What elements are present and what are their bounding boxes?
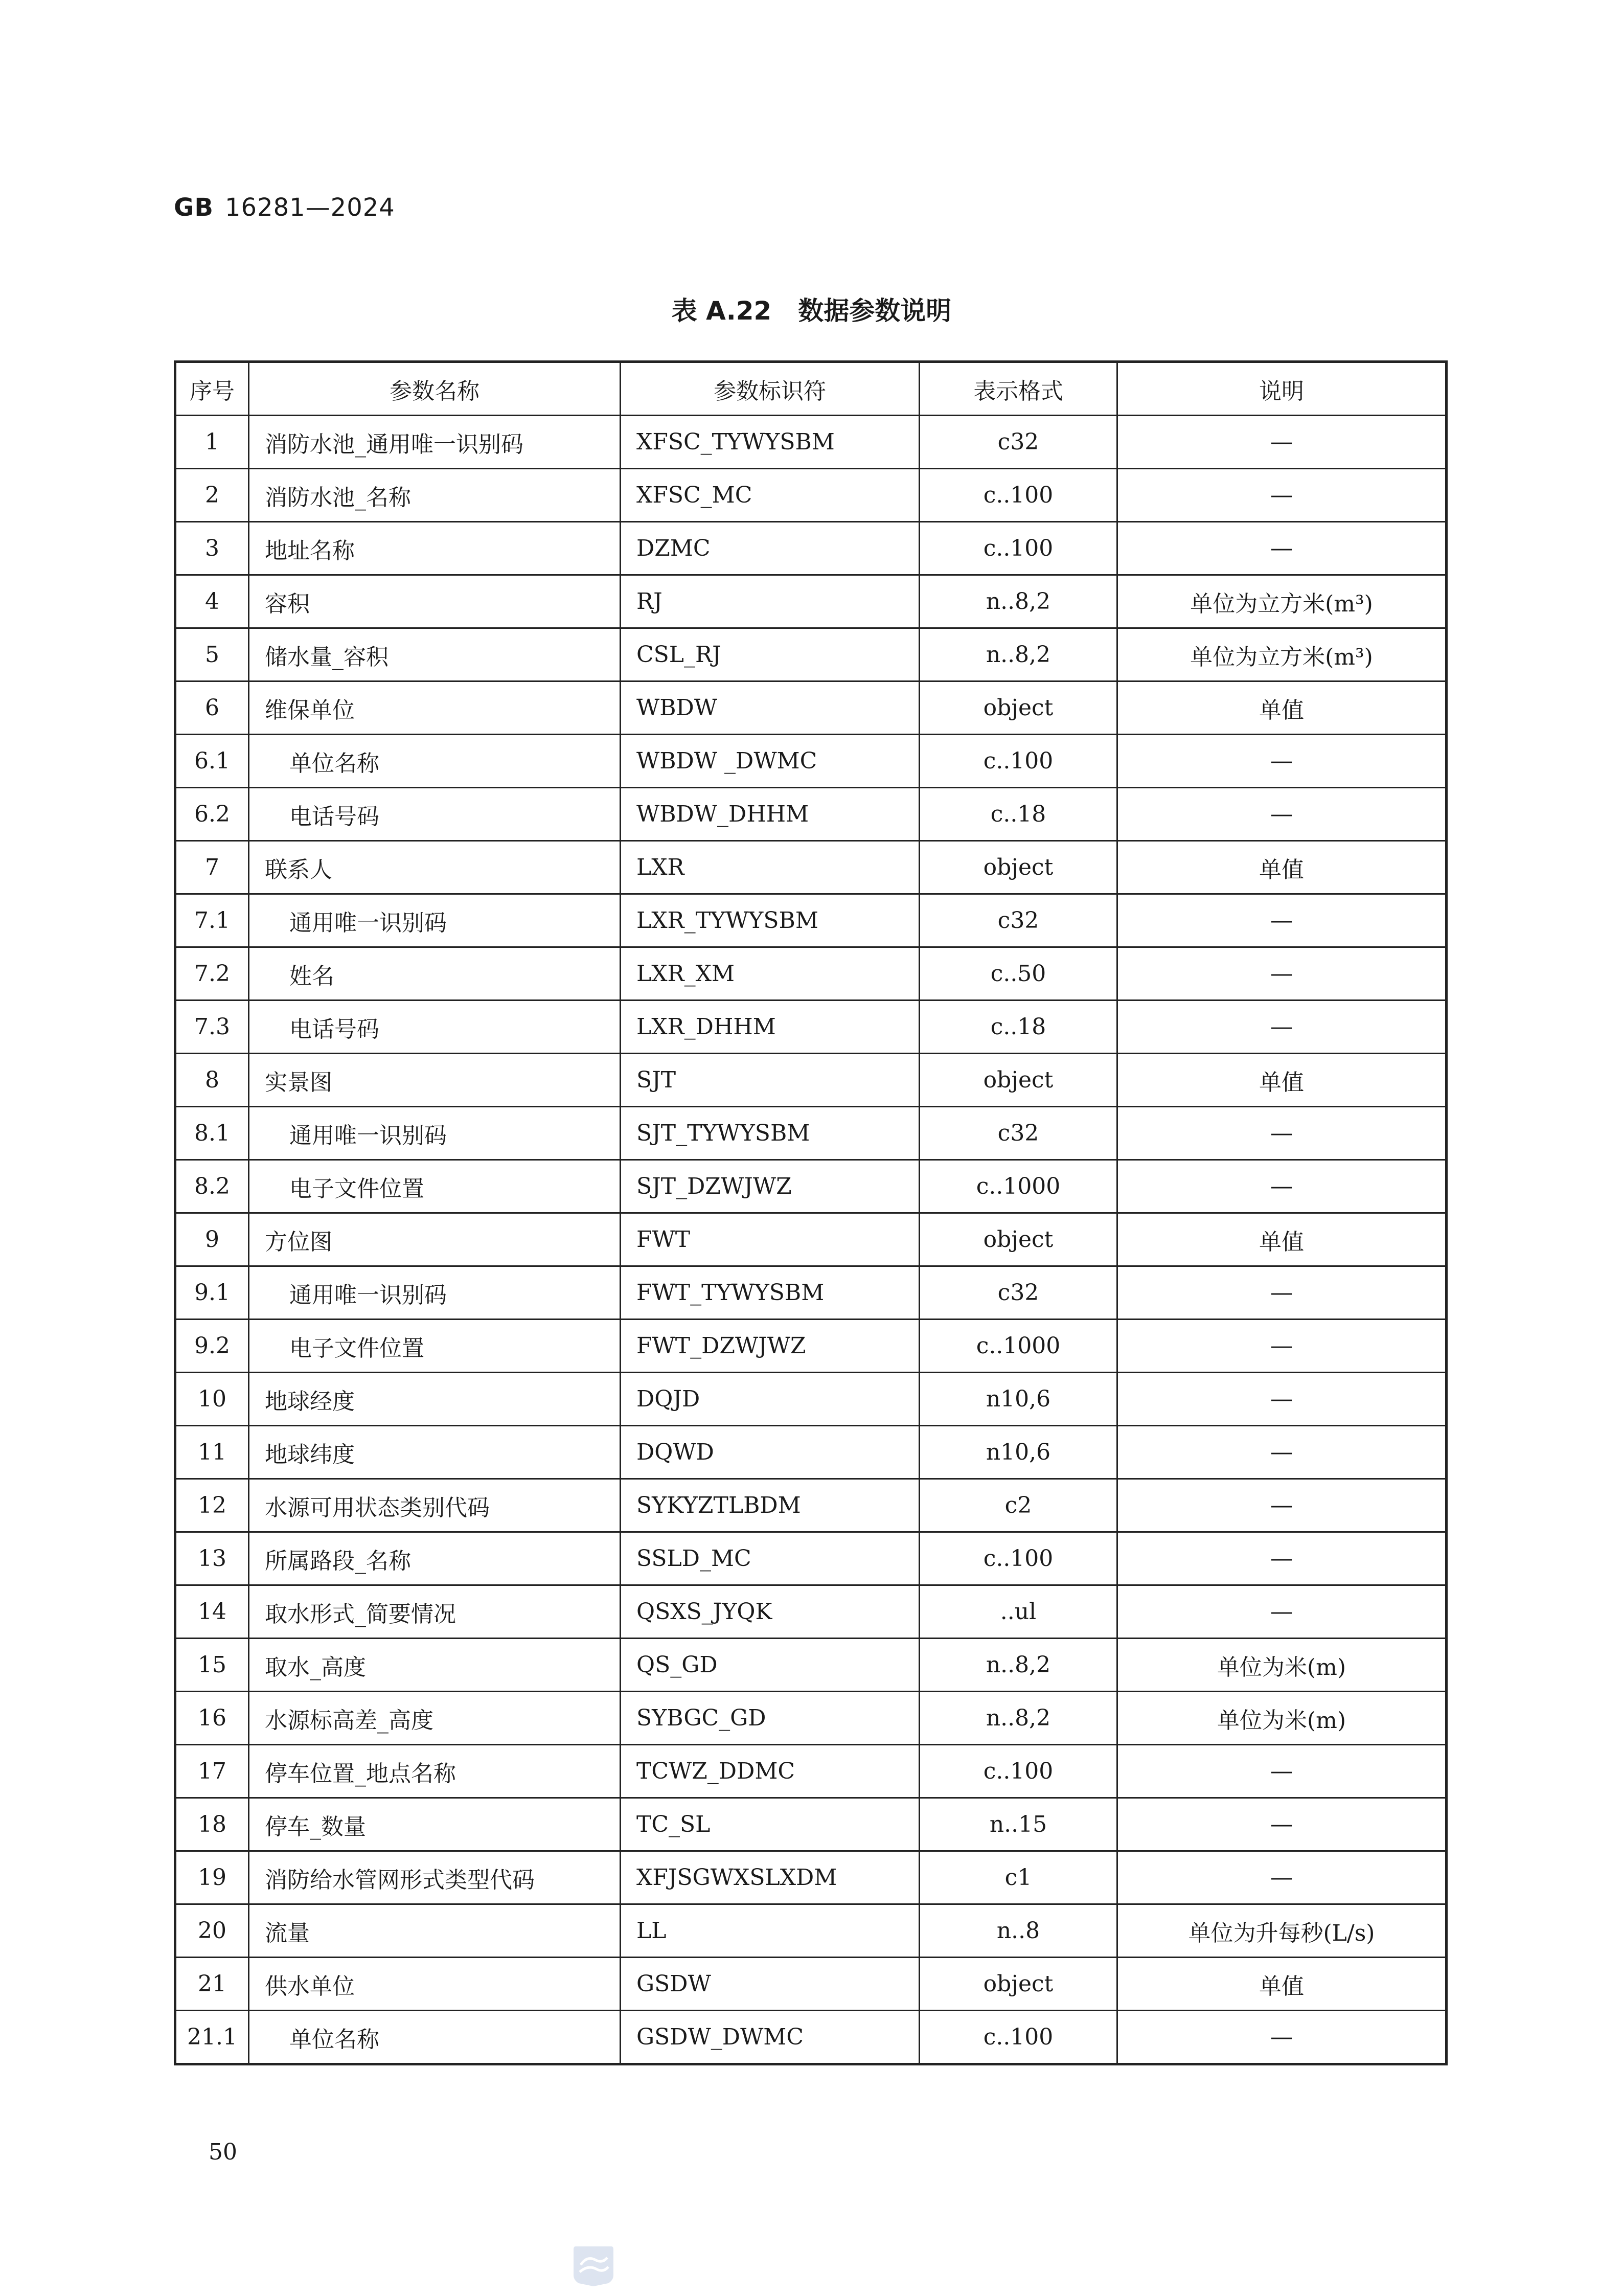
cell-note: 单位为立方米(m³) xyxy=(1117,628,1447,681)
sac-logo-icon xyxy=(572,2244,615,2287)
cell-seq: 9.2 xyxy=(175,1320,249,1373)
table-row xyxy=(175,1373,1447,1426)
column-header-identifier: 参数标识符 xyxy=(621,362,920,416)
cell-note: 单值 xyxy=(1117,1958,1447,2011)
cell-seq: 15 xyxy=(175,1639,249,1692)
column-header-format: 表示格式 xyxy=(920,362,1117,416)
table-row xyxy=(175,628,1447,681)
cell-seq: 13 xyxy=(175,1532,249,1585)
cell-name: 消防水池_名称 xyxy=(249,469,621,522)
cell-name: 地球纬度 xyxy=(249,1426,621,1479)
table-body xyxy=(175,416,1447,2064)
cell-format: c..50 xyxy=(920,947,1117,1001)
table-row xyxy=(175,894,1447,947)
table-title xyxy=(0,290,1623,327)
cell-note: — xyxy=(1117,788,1447,841)
table-row xyxy=(175,1107,1447,1160)
cell-name: 方位图 xyxy=(249,1213,621,1266)
cell-note: 单值 xyxy=(1117,1054,1447,1107)
table-row xyxy=(175,1585,1447,1639)
cell-seq: 10 xyxy=(175,1373,249,1426)
cell-name: 实景图 xyxy=(249,1054,621,1107)
table-row xyxy=(175,1692,1447,1745)
cell-name: 地球经度 xyxy=(249,1373,621,1426)
table-row xyxy=(175,1745,1447,1798)
cell-note: — xyxy=(1117,1585,1447,1639)
cell-format: n..15 xyxy=(920,1798,1117,1851)
table-row xyxy=(175,735,1447,788)
table-row xyxy=(175,1426,1447,1479)
cell-seq: 7.3 xyxy=(175,1001,249,1054)
cell-note: — xyxy=(1117,416,1447,469)
cell-name: 储水量_容积 xyxy=(249,628,621,681)
cell-format: c..18 xyxy=(920,1001,1117,1054)
cell-name: 电话号码 xyxy=(249,1001,621,1054)
cell-name: 水源可用状态类别代码 xyxy=(249,1479,621,1532)
cell-note: — xyxy=(1117,947,1447,1001)
cell-note: 单位为米(m) xyxy=(1117,1639,1447,1692)
cell-seq: 2 xyxy=(175,469,249,522)
cell-note: — xyxy=(1117,522,1447,575)
table-row xyxy=(175,1266,1447,1320)
cell-identifier: DQWD xyxy=(621,1426,920,1479)
cell-note: 单值 xyxy=(1117,1213,1447,1266)
cell-note: — xyxy=(1117,1373,1447,1426)
cell-note: 单值 xyxy=(1117,841,1447,894)
table-row xyxy=(175,1532,1447,1585)
cell-note: 单位为立方米(m³) xyxy=(1117,575,1447,628)
cell-note: — xyxy=(1117,1320,1447,1373)
cell-note: — xyxy=(1117,1426,1447,1479)
cell-identifier: WBDW_DHHM xyxy=(621,788,920,841)
table-row xyxy=(175,1851,1447,1904)
cell-seq: 5 xyxy=(175,628,249,681)
cell-name: 停车_数量 xyxy=(249,1798,621,1851)
column-header-note: 说明 xyxy=(1117,362,1447,416)
cell-identifier: GSDW_DWMC xyxy=(621,2011,920,2064)
table-row xyxy=(175,1160,1447,1213)
cell-note: — xyxy=(1117,1479,1447,1532)
cell-seq: 20 xyxy=(175,1904,249,1958)
table-row xyxy=(175,1639,1447,1692)
cell-seq: 18 xyxy=(175,1798,249,1851)
cell-seq: 16 xyxy=(175,1692,249,1745)
cell-name: 维保单位 xyxy=(249,681,621,735)
cell-name: 通用唯一识别码 xyxy=(249,1266,621,1320)
cell-seq: 3 xyxy=(175,522,249,575)
cell-identifier: SYBGC_GD xyxy=(621,1692,920,1745)
parameter-table xyxy=(174,360,1448,2065)
cell-name: 消防水池_通用唯一识别码 xyxy=(249,416,621,469)
cell-name: 水源标高差_高度 xyxy=(249,1692,621,1745)
cell-format: object xyxy=(920,1213,1117,1266)
cell-format: n..8,2 xyxy=(920,575,1117,628)
table-row xyxy=(175,1001,1447,1054)
cell-identifier: LXR_DHHM xyxy=(621,1001,920,1054)
cell-note: 单值 xyxy=(1117,681,1447,735)
cell-identifier: CSL_RJ xyxy=(621,628,920,681)
cell-seq: 14 xyxy=(175,1585,249,1639)
cell-format: object xyxy=(920,1054,1117,1107)
column-header-name: 参数名称 xyxy=(249,362,621,416)
cell-identifier: XFJSGWXSLXDM xyxy=(621,1851,920,1904)
table-row xyxy=(175,1904,1447,1958)
cell-seq: 21.1 xyxy=(175,2011,249,2064)
cell-format: c..18 xyxy=(920,788,1117,841)
cell-note: — xyxy=(1117,1001,1447,1054)
cell-note: — xyxy=(1117,735,1447,788)
cell-name: 取水_高度 xyxy=(249,1639,621,1692)
cell-format: object xyxy=(920,841,1117,894)
table-row xyxy=(175,841,1447,894)
cell-format: c..1000 xyxy=(920,1320,1117,1373)
cell-format: n..8,2 xyxy=(920,1639,1117,1692)
cell-seq: 4 xyxy=(175,575,249,628)
cell-identifier: SJT xyxy=(621,1054,920,1107)
table-caption: 数据参数说明 xyxy=(798,296,952,326)
cell-format: n10,6 xyxy=(920,1426,1117,1479)
cell-name: 电话号码 xyxy=(249,788,621,841)
table-row xyxy=(175,1479,1447,1532)
cell-identifier: SJT_TYWYSBM xyxy=(621,1107,920,1160)
cell-name: 通用唯一识别码 xyxy=(249,894,621,947)
table-row xyxy=(175,1958,1447,2011)
cell-seq: 6.2 xyxy=(175,788,249,841)
cell-note: — xyxy=(1117,2011,1447,2064)
cell-note: — xyxy=(1117,1160,1447,1213)
cell-seq: 8.2 xyxy=(175,1160,249,1213)
cell-identifier: SJT_DZWJWZ xyxy=(621,1160,920,1213)
cell-format: n10,6 xyxy=(920,1373,1117,1426)
cell-note: — xyxy=(1117,1745,1447,1798)
cell-format: c1 xyxy=(920,1851,1117,1904)
cell-identifier: FWT xyxy=(621,1213,920,1266)
column-header-seq: 序号 xyxy=(175,362,249,416)
cell-format: object xyxy=(920,1958,1117,2011)
cell-identifier: QSXS_JYQK xyxy=(621,1585,920,1639)
cell-note: — xyxy=(1117,1798,1447,1851)
cell-format: c..100 xyxy=(920,469,1117,522)
cell-identifier: DZMC xyxy=(621,522,920,575)
table-row xyxy=(175,1213,1447,1266)
table-row xyxy=(175,2011,1447,2064)
standard-prefix: GB xyxy=(174,193,214,222)
cell-format: c32 xyxy=(920,1266,1117,1320)
cell-identifier: LXR_XM xyxy=(621,947,920,1001)
cell-format: c..100 xyxy=(920,1532,1117,1585)
table-row xyxy=(175,416,1447,469)
table-row xyxy=(175,1798,1447,1851)
cell-note: — xyxy=(1117,1266,1447,1320)
cell-format: n..8 xyxy=(920,1904,1117,1958)
cell-seq: 9 xyxy=(175,1213,249,1266)
cell-format: n..8,2 xyxy=(920,628,1117,681)
cell-identifier: LL xyxy=(621,1904,920,1958)
cell-seq: 6 xyxy=(175,681,249,735)
table-row xyxy=(175,681,1447,735)
cell-note: — xyxy=(1117,894,1447,947)
table-number: 表 A.22 xyxy=(671,296,772,326)
cell-format: object xyxy=(920,681,1117,735)
cell-note: — xyxy=(1117,1107,1447,1160)
cell-identifier: GSDW xyxy=(621,1958,920,2011)
cell-format: c..100 xyxy=(920,1745,1117,1798)
cell-format: c32 xyxy=(920,894,1117,947)
cell-name: 所属路段_名称 xyxy=(249,1532,621,1585)
cell-seq: 7.1 xyxy=(175,894,249,947)
cell-name: 停车位置_地点名称 xyxy=(249,1745,621,1798)
cell-identifier: FWT_DZWJWZ xyxy=(621,1320,920,1373)
cell-identifier: QS_GD xyxy=(621,1639,920,1692)
cell-seq: 6.1 xyxy=(175,735,249,788)
cell-identifier: FWT_TYWYSBM xyxy=(621,1266,920,1320)
cell-note: 单位为米(m) xyxy=(1117,1692,1447,1745)
cell-name: 取水形式_简要情况 xyxy=(249,1585,621,1639)
cell-name: 电子文件位置 xyxy=(249,1160,621,1213)
table-row xyxy=(175,1320,1447,1373)
cell-identifier: SSLD_MC xyxy=(621,1532,920,1585)
cell-identifier: DQJD xyxy=(621,1373,920,1426)
cell-identifier: WBDW _DWMC xyxy=(621,735,920,788)
cell-note: 单位为升每秒(L/s) xyxy=(1117,1904,1447,1958)
cell-seq: 17 xyxy=(175,1745,249,1798)
cell-format: c..100 xyxy=(920,2011,1117,2064)
table-row xyxy=(175,1054,1447,1107)
cell-name: 供水单位 xyxy=(249,1958,621,2011)
table-header-row xyxy=(175,362,1447,416)
cell-identifier: TCWZ_DDMC xyxy=(621,1745,920,1798)
cell-seq: 8.1 xyxy=(175,1107,249,1160)
table-row xyxy=(175,947,1447,1001)
cell-seq: 7 xyxy=(175,841,249,894)
page-number: 50 xyxy=(209,2139,237,2165)
cell-seq: 12 xyxy=(175,1479,249,1532)
cell-name: 联系人 xyxy=(249,841,621,894)
cell-seq: 19 xyxy=(175,1851,249,1904)
cell-note: — xyxy=(1117,1532,1447,1585)
cell-name: 单位名称 xyxy=(249,735,621,788)
cell-note: — xyxy=(1117,1851,1447,1904)
cell-name: 消防给水管网形式类型代码 xyxy=(249,1851,621,1904)
cell-identifier: TC_SL xyxy=(621,1798,920,1851)
cell-name: 单位名称 xyxy=(249,2011,621,2064)
cell-identifier: XFSC_TYWYSBM xyxy=(621,416,920,469)
cell-seq: 1 xyxy=(175,416,249,469)
cell-format: c2 xyxy=(920,1479,1117,1532)
cell-note: — xyxy=(1117,469,1447,522)
cell-name: 电子文件位置 xyxy=(249,1320,621,1373)
cell-format: c..1000 xyxy=(920,1160,1117,1213)
cell-identifier: SYKYZTLBDM xyxy=(621,1479,920,1532)
table-row xyxy=(175,575,1447,628)
cell-name: 流量 xyxy=(249,1904,621,1958)
cell-identifier: LXR_TYWYSBM xyxy=(621,894,920,947)
cell-seq: 21 xyxy=(175,1958,249,2011)
table-row xyxy=(175,469,1447,522)
cell-identifier: RJ xyxy=(621,575,920,628)
standard-header xyxy=(174,193,395,222)
cell-name: 地址名称 xyxy=(249,522,621,575)
cell-name: 姓名 xyxy=(249,947,621,1001)
cell-format: c..100 xyxy=(920,522,1117,575)
cell-format: c32 xyxy=(920,416,1117,469)
cell-identifier: WBDW xyxy=(621,681,920,735)
cell-name: 通用唯一识别码 xyxy=(249,1107,621,1160)
cell-format: n..8,2 xyxy=(920,1692,1117,1745)
table-row xyxy=(175,788,1447,841)
cell-seq: 9.1 xyxy=(175,1266,249,1320)
cell-identifier: XFSC_MC xyxy=(621,469,920,522)
cell-name: 容积 xyxy=(249,575,621,628)
cell-seq: 11 xyxy=(175,1426,249,1479)
table-row xyxy=(175,522,1447,575)
cell-format: ..ul xyxy=(920,1585,1117,1639)
cell-format: c32 xyxy=(920,1107,1117,1160)
cell-seq: 7.2 xyxy=(175,947,249,1001)
standard-number: 16281—2024 xyxy=(224,193,395,222)
cell-format: c..100 xyxy=(920,735,1117,788)
cell-identifier: LXR xyxy=(621,841,920,894)
cell-seq: 8 xyxy=(175,1054,249,1107)
